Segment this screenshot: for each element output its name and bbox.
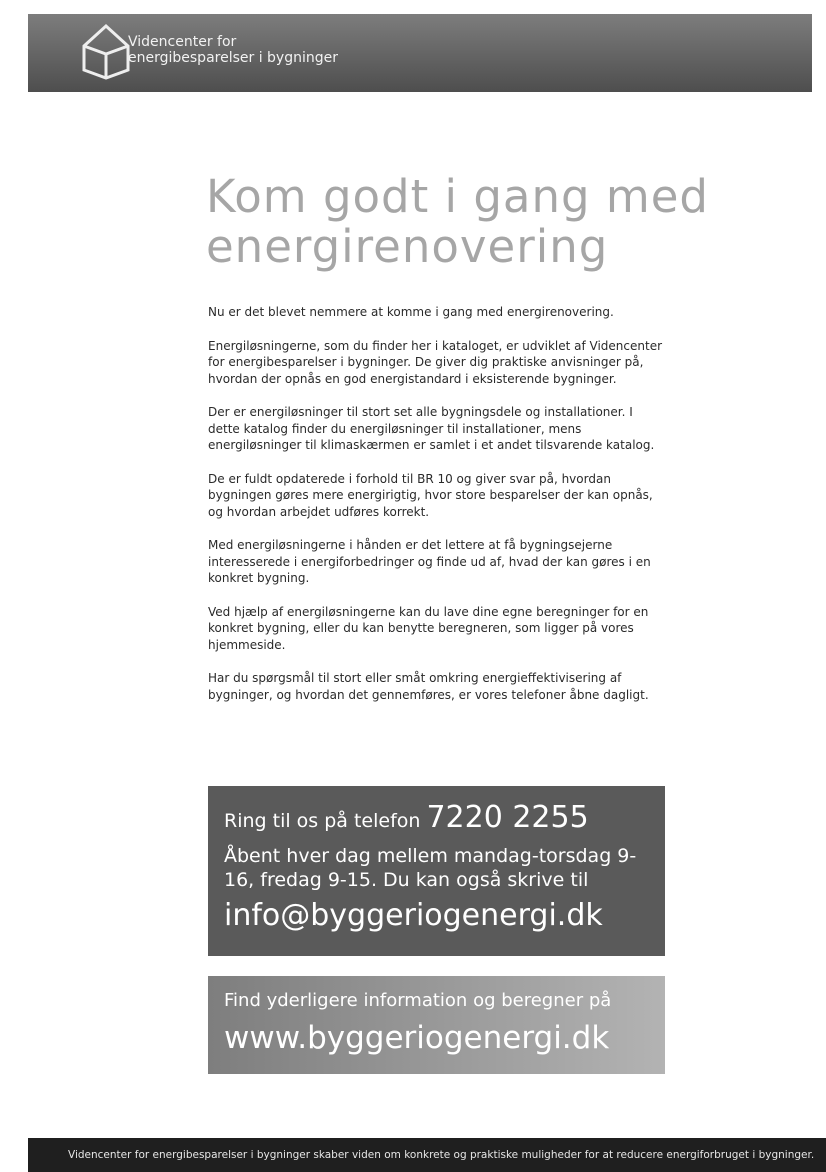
organization-name <box>128 34 338 66</box>
paragraph: Energiløsningerne, som du finder her i kataloget, er udviklet af Videncenter for energibesparelser i bygninger. De giver dig praktiske anvisninger på, hvordan der opnås en god energistandard i eksisterende bygninger. <box>208 338 663 386</box>
opening-hours: Åbent hver dag mellem mandag-torsdag 9-16, fredag 9-15. Du kan også skrive til <box>224 845 637 891</box>
phone-label: Ring til os på telefon <box>224 810 421 832</box>
paragraph: Med energiløsningerne i hånden er det lettere at få bygningsejerne interesserede i energiforbedringer og finde ud af, hvad der kan gøres i en konkret bygning. <box>208 538 651 585</box>
header-banner <box>28 14 812 92</box>
org-name-line2: energibesparelser i bygninger <box>128 50 338 66</box>
org-name-line1: Videncenter for <box>128 34 237 50</box>
website-text: Find yderligere information og beregner på <box>224 990 612 1011</box>
paragraph: Nu er det blevet nemmere at komme i gang med energirenovering. <box>208 305 614 319</box>
footer-bar <box>28 1138 826 1172</box>
phone-line <box>224 800 589 835</box>
title-line1: Kom godt i gang med <box>206 170 709 223</box>
title-line2: energirenovering <box>206 220 609 273</box>
paragraph: Der er energiløsninger til stort set alle bygningsdele og installationer. I dette katalog finder du energiløsninger til installationer, mens energiløsninger til klimaskærmen er samlet i et andet tilsvarende katalog. <box>208 405 655 452</box>
page-title <box>206 172 709 272</box>
paragraph: De er fuldt opdaterede i forhold til BR 10 og giver svar på, hvordan bygningen gøres mere energirigtig, hvor store besparelser der kan opnås, og hvordan arbejdet udføres korrekt. <box>208 471 653 519</box>
intro-text <box>208 304 668 720</box>
house-outline-icon <box>76 22 136 80</box>
phone-number: 7220 2255 <box>426 800 589 835</box>
contact-box <box>208 786 665 956</box>
paragraph: Har du spørgsmål til stort eller småt omkring energieffektivisering af bygninger, og hvordan det gennemføres, er vores telefoner åbne dagligt. <box>208 671 649 702</box>
paragraph: Ved hjælp af energiløsningerne kan du lave dine egne beregninger for en konkret bygning, eller du kan benytte beregneren, som ligger på vores hjemmeside. <box>208 604 649 652</box>
website-url: www.byggeriogenergi.dk <box>224 1020 610 1056</box>
website-box <box>208 976 665 1074</box>
email-address: info@byggeriogenergi.dk <box>224 898 603 933</box>
footer-text: Videncenter for energibesparelser i bygninger skaber viden om konkrete og praktiske muligheder for at reducere energiforbruget i bygninger. <box>68 1149 815 1161</box>
